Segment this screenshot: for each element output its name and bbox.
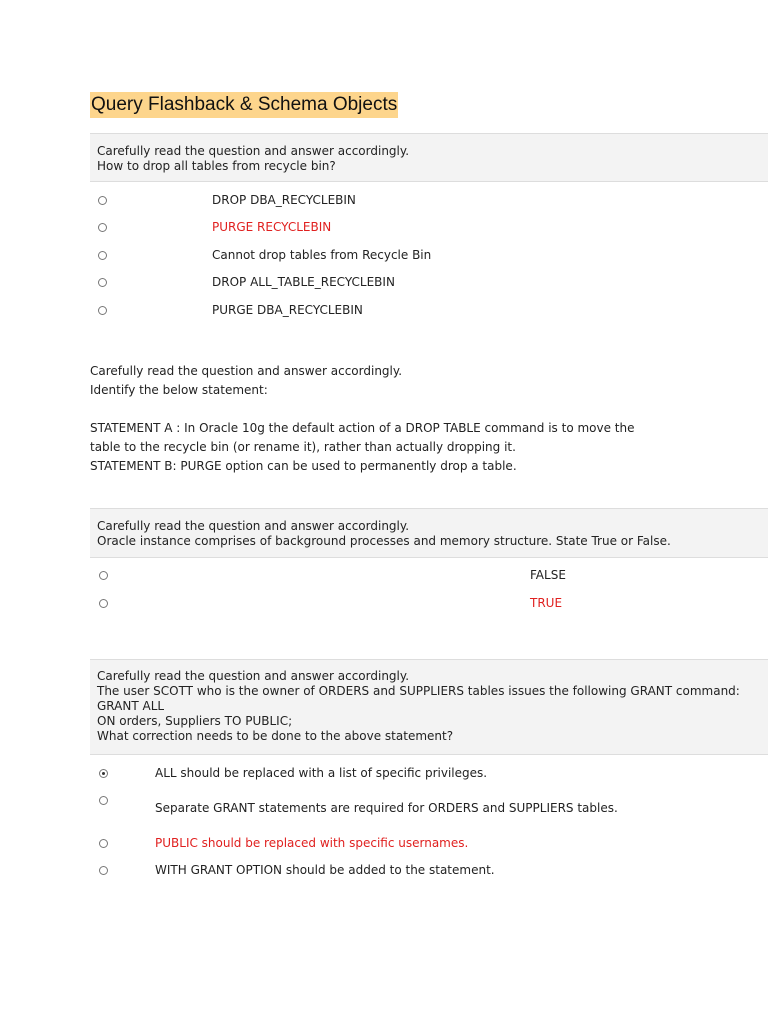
statement-a-line-1: STATEMENT A : In Oracle 10g the default action of a DROP TABLE command is to move the bbox=[90, 421, 635, 435]
option-label: Separate GRANT statements are required for ORDERS and SUPPLIERS tables. bbox=[155, 801, 618, 815]
question-3-box bbox=[90, 508, 768, 558]
blank-line bbox=[90, 400, 635, 419]
option-label: ALL should be replaced with a list of specific privileges. bbox=[155, 766, 488, 780]
radio-button[interactable] bbox=[99, 839, 108, 848]
question-3-text: Oracle instance comprises of background processes and memory structure. State True or False. bbox=[97, 534, 671, 548]
radio-button[interactable] bbox=[98, 223, 107, 232]
radio-button[interactable] bbox=[98, 306, 107, 315]
statement-a-line-2: table to the recycle bin (or rename it), rather than actually dropping it. bbox=[90, 440, 516, 454]
question-4-text-2: What correction needs to be done to the above statement? bbox=[97, 729, 454, 743]
option-label: DROP DBA_RECYCLEBIN bbox=[212, 193, 356, 207]
question-4-text-1: The user SCOTT who is the owner of ORDERS and SUPPLIERS tables issues the following GRANT command: bbox=[97, 684, 740, 698]
question-2-instruction: Carefully read the question and answer accordingly. bbox=[90, 364, 403, 378]
option-label: WITH GRANT OPTION should be added to the statement. bbox=[155, 863, 495, 877]
question-3-instruction: Carefully read the question and answer accordingly. bbox=[97, 519, 410, 533]
question-4-box bbox=[90, 659, 768, 755]
radio-button[interactable] bbox=[98, 251, 107, 260]
option-label: Cannot drop tables from Recycle Bin bbox=[212, 248, 432, 262]
question-4-code-1: GRANT ALL bbox=[97, 699, 165, 713]
radio-button-selected[interactable] bbox=[99, 769, 108, 778]
radio-button[interactable] bbox=[99, 571, 108, 580]
radio-button[interactable] bbox=[99, 796, 108, 805]
radio-button[interactable] bbox=[98, 196, 107, 205]
option-label-correct: PUBLIC should be replaced with specific usernames. bbox=[155, 836, 469, 850]
page-title: Query Flashback & Schema Objects bbox=[90, 92, 398, 118]
question-1-text: How to drop all tables from recycle bin? bbox=[97, 159, 336, 173]
radio-button[interactable] bbox=[98, 278, 107, 287]
radio-button[interactable] bbox=[99, 599, 108, 608]
question-1-box bbox=[90, 133, 768, 182]
question-2-text-block bbox=[90, 362, 635, 476]
option-label: FALSE bbox=[530, 568, 566, 582]
option-label: PURGE DBA_RECYCLEBIN bbox=[212, 303, 363, 317]
statement-b: STATEMENT B: PURGE option can be used to permanently drop a table. bbox=[90, 459, 517, 473]
question-2-prompt: Identify the below statement: bbox=[90, 383, 268, 397]
option-label-correct: TRUE bbox=[530, 596, 563, 610]
option-label: DROP ALL_TABLE_RECYCLEBIN bbox=[212, 275, 395, 289]
option-label-correct: PURGE RECYCLEBIN bbox=[212, 220, 332, 234]
question-1-instruction: Carefully read the question and answer accordingly. bbox=[97, 144, 410, 158]
radio-button[interactable] bbox=[99, 866, 108, 875]
question-4-code-2: ON orders, Suppliers TO PUBLIC; bbox=[97, 714, 293, 728]
question-4-instruction: Carefully read the question and answer accordingly. bbox=[97, 669, 410, 683]
